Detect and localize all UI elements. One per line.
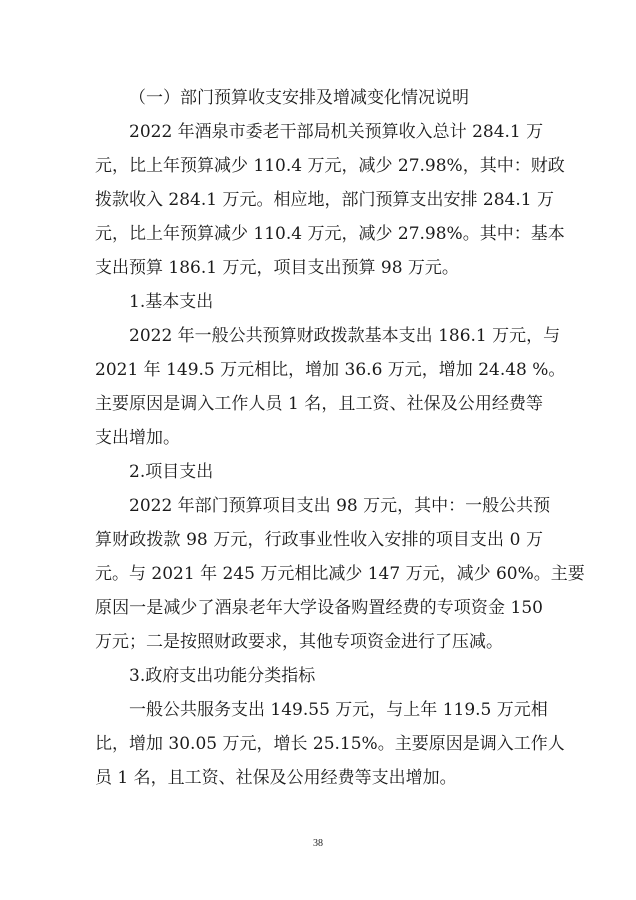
- paragraph-line: 算财政拨款 98 万元，行政事业性收入安排的项目支出 0 万: [95, 530, 543, 550]
- paragraph-line: 一般公共服务支出 149.55 万元，与上年 119.5 万元相: [129, 700, 548, 720]
- paragraph-line: 元，比上年预算减少 110.4 万元，减少 27.98%，其中：财政: [95, 156, 565, 176]
- subheading-project-expenditure: 2.项目支出: [129, 462, 214, 482]
- paragraph-line: 拨款收入 284.1 万元。相应地，部门预算支出安排 284.1 万: [95, 190, 554, 210]
- paragraph-line: 比，增加 30.05 万元，增长 25.15%。主要原因是调入工作人: [95, 734, 565, 754]
- subheading-basic-expenditure: 1.基本支出: [129, 292, 214, 312]
- paragraph-line: 2022 年酒泉市委老干部局机关预算收入总计 284.1 万: [129, 122, 544, 142]
- paragraph-line: 2022 年一般公共预算财政拨款基本支出 186.1 万元，与: [129, 326, 561, 346]
- paragraph-line: 员 1 名，且工资、社保及公用经费等支出增加。: [95, 768, 457, 788]
- paragraph-line: 2021 年 149.5 万元相比，增加 36.6 万元，增加 24.48 %。: [95, 360, 566, 380]
- paragraph-line: 支出预算 186.1 万元，项目支出预算 98 万元。: [95, 258, 459, 278]
- subheading-functional-classification: 3.政府支出功能分类指标: [129, 666, 316, 686]
- section-heading: （一）部门预算收支安排及增减变化情况说明: [129, 88, 469, 108]
- page-number: 38: [313, 838, 323, 849]
- paragraph-line: 2022 年部门预算项目支出 98 万元，其中：一般公共预: [129, 496, 551, 516]
- paragraph-line: 支出增加。: [95, 428, 180, 448]
- paragraph-line: 万元；二是按照财政要求，其他专项资金进行了压减。: [95, 632, 503, 652]
- paragraph-line: 元。与 2021 年 245 万元相比减少 147 万元，减少 60%。主要: [95, 564, 585, 584]
- paragraph-line: 主要原因是调入工作人员 1 名，且工资、社保及公用经费等: [95, 394, 543, 414]
- paragraph-line: 元，比上年预算减少 110.4 万元，减少 27.98%。其中：基本: [95, 224, 565, 244]
- paragraph-line: 原因一是减少了酒泉老年大学设备购置经费的专项资金 150: [95, 598, 543, 618]
